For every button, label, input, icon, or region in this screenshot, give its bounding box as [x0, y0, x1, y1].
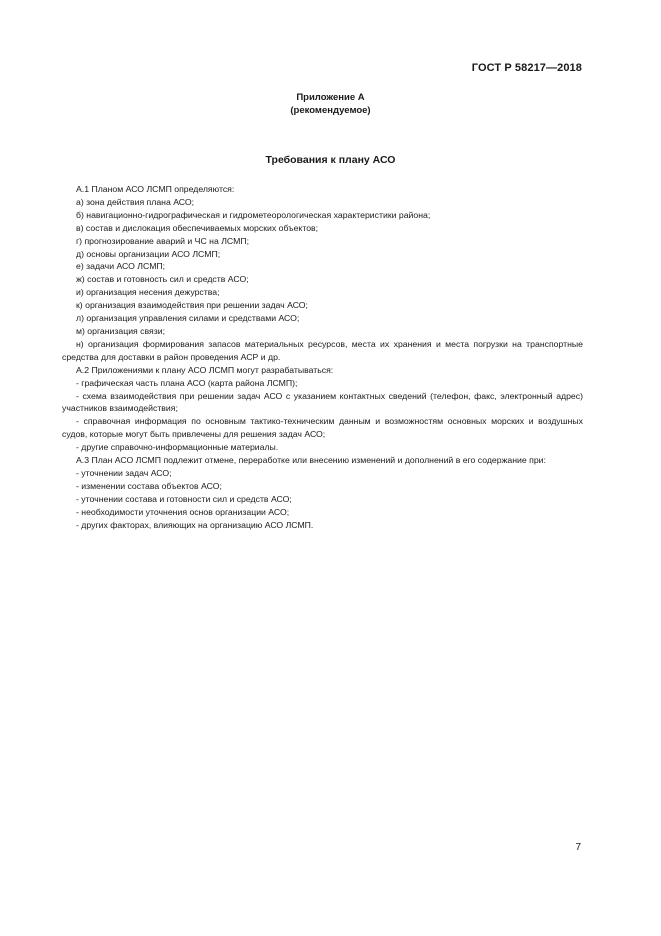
list-item: - графическая часть плана АСО (карта района ЛСМП); — [76, 377, 298, 388]
list-item: к) организация взаимодействия при решении задач АСО; — [76, 300, 308, 311]
list-item: - изменении состава объектов АСО; — [76, 480, 222, 491]
list-item: л) организация управления силами и средствами АСО; — [76, 313, 300, 324]
page-number: 7 — [575, 842, 581, 853]
list-item: - схема взаимодействия при решении задач АСО с указанием контактных сведений (телефон, факс, электронный адрес) участников взаимодействия; — [62, 390, 583, 414]
list-item: д) основы организации АСО ЛСМП; — [76, 248, 221, 259]
list-item: н) организация формирования запасов материальных ресурсов, места их хранения и места погрузки на транспортные средства для доставки в район проведения АСР и др. — [62, 338, 583, 362]
list-item: - уточнении задач АСО; — [76, 467, 172, 478]
annex-subtitle: (рекомендуемое) — [290, 105, 371, 116]
paragraph: А.2 Приложениями к плану АСО ЛСМП могут разрабатываться: — [76, 364, 334, 375]
list-item: - справочная информация по основным тактико-техническим данным и возможностям основных морских и воздушных судов, которые могут быть привлечены для решения задач АСО; — [62, 416, 583, 440]
document-body — [62, 183, 583, 531]
paragraph: А.3 План АСО ЛСМП подлежит отмене, переработке или внесению изменений и дополнений в его содержание при: — [76, 455, 546, 466]
list-item: е) задачи АСО ЛСМП; — [76, 261, 166, 272]
list-item: и) организация несения дежурства; — [76, 287, 220, 298]
list-item: б) навигационно-гидрографическая и гидрометеорологическая характеристики района; — [76, 209, 431, 220]
list-item: - уточнении состава и готовности сил и средств АСО; — [76, 493, 292, 504]
list-item: - другие справочно-информационные материалы. — [76, 442, 279, 453]
annex-title: Приложение А — [296, 92, 365, 103]
section-title: Требования к плану АСО — [265, 154, 396, 166]
list-item: а) зона действия плана АСО; — [76, 196, 195, 207]
paragraph: А.1 Планом АСО ЛСМП определяются: — [76, 184, 235, 194]
list-item: г) прогнозирование аварий и ЧС на ЛСМП; — [76, 235, 249, 246]
list-item: - других факторах, влияющих на организацию АСО ЛСМП. — [76, 519, 314, 530]
document-code: ГОСТ Р 58217—2018 — [471, 62, 582, 74]
list-item: - необходимости уточнения основ организации АСО; — [76, 506, 290, 517]
list-item: м) организация связи; — [76, 325, 165, 336]
annex-heading — [0, 91, 661, 117]
list-item: ж) состав и готовность сил и средств АСО; — [76, 274, 249, 285]
list-item: в) состав и дислокация обеспечиваемых морских объектов; — [76, 222, 319, 233]
